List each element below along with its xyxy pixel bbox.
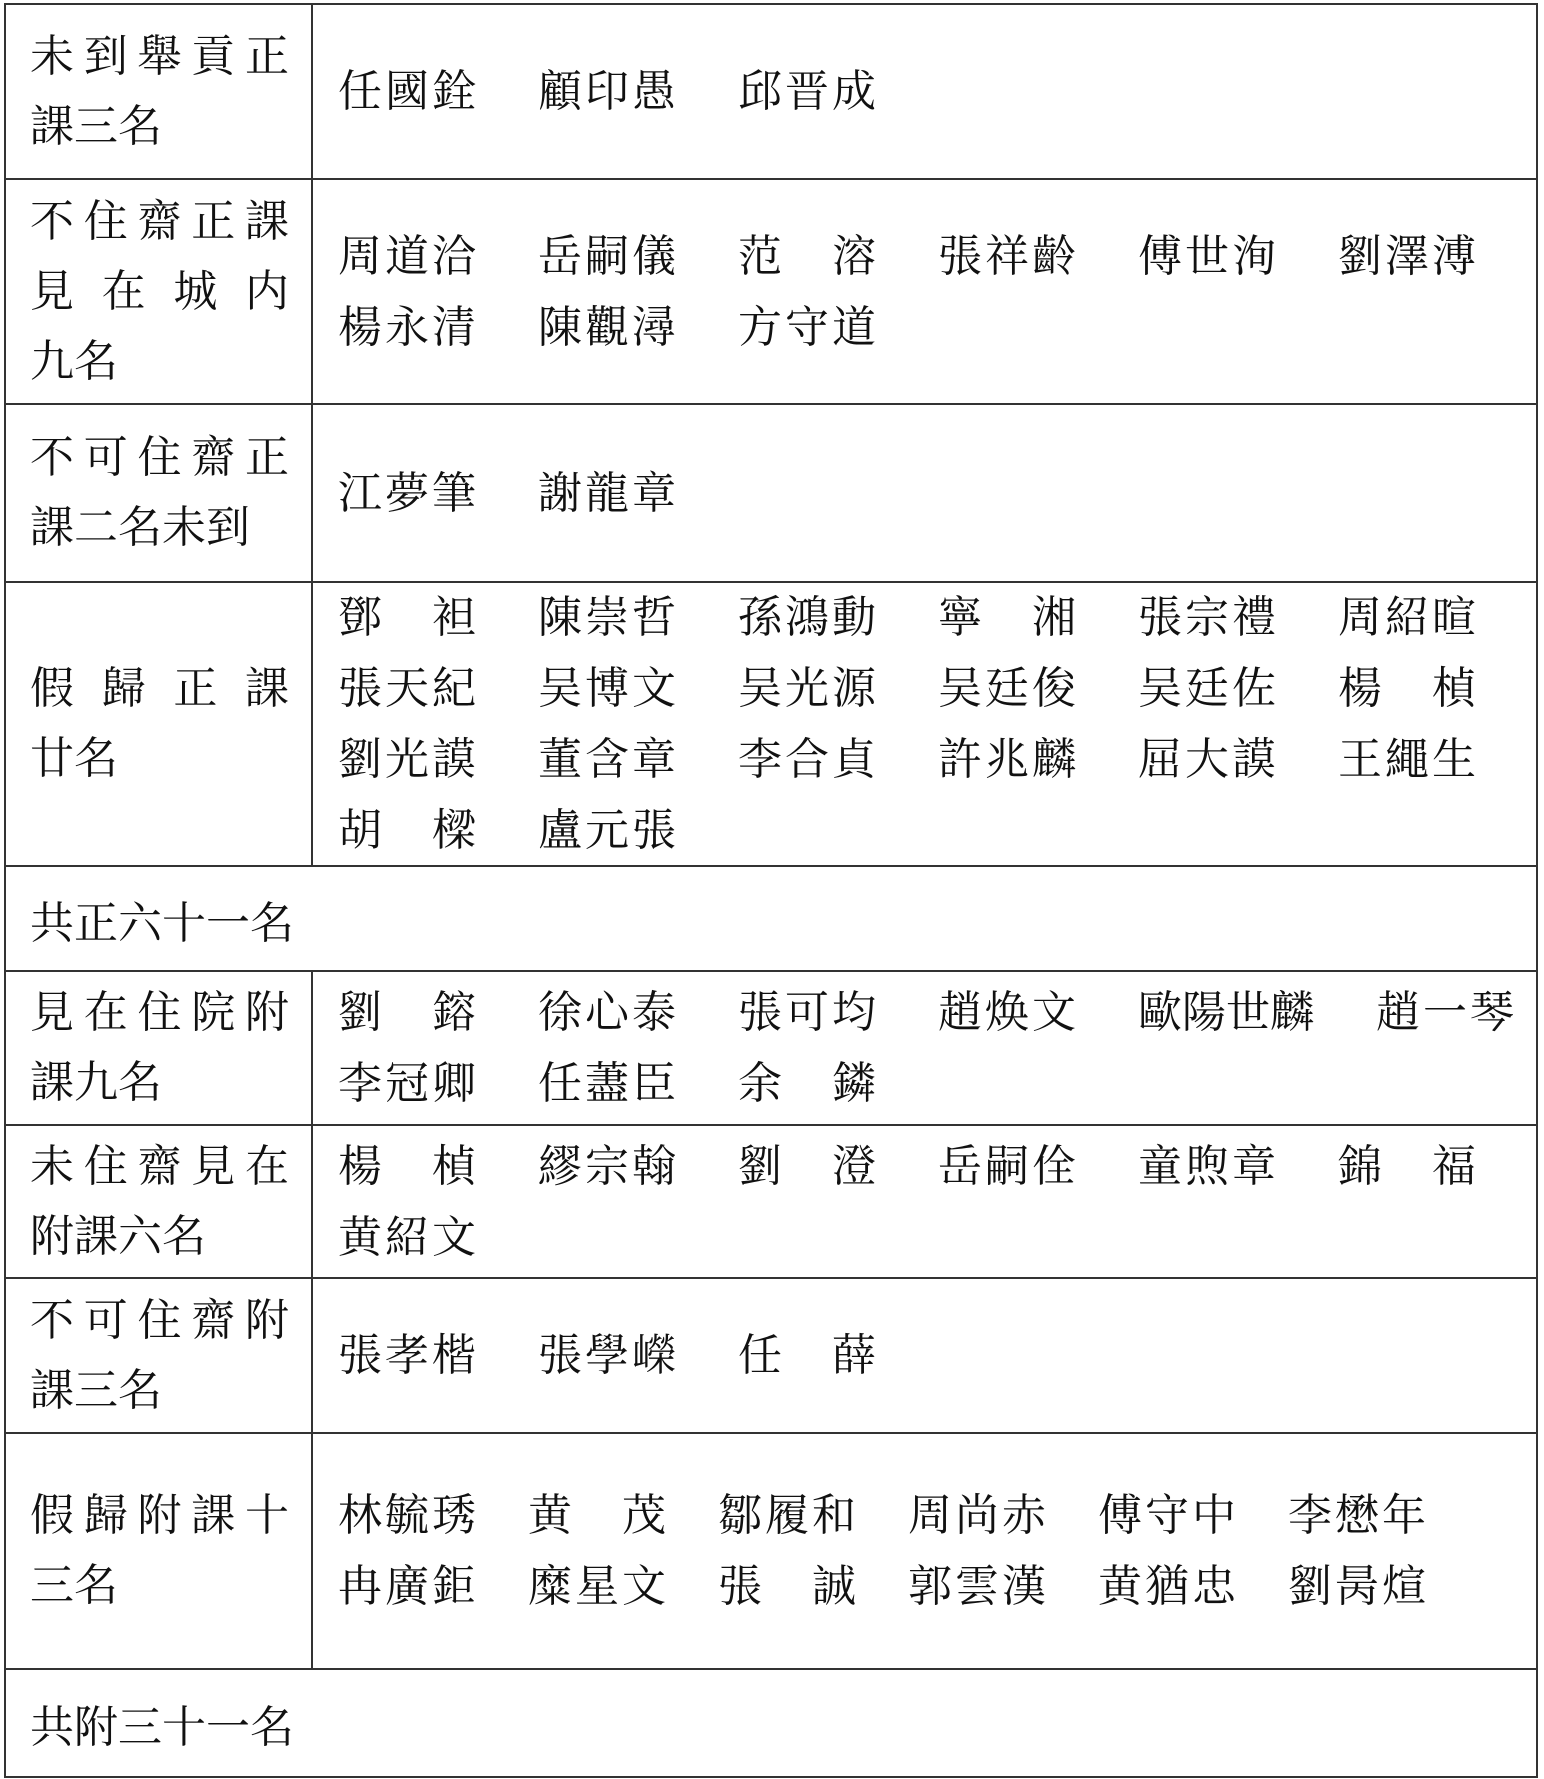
category-label — [6, 1434, 313, 1668]
person-name: 糜星文 — [528, 1561, 666, 1612]
person-name: 陳觀潯 — [538, 301, 676, 353]
person-name: 劉澄 — [738, 1140, 876, 1192]
person-name: 張孝楷 — [338, 1330, 476, 1381]
names-line — [338, 724, 1538, 795]
person-name: 趙焕文 — [938, 987, 1076, 1038]
person-name: 方守道 — [738, 301, 876, 353]
person-name: 任藎臣 — [538, 1058, 676, 1109]
total-row — [6, 1670, 1536, 1776]
names-cell — [313, 1126, 1538, 1277]
names-line — [338, 653, 1538, 724]
person-name: 錦福 — [1338, 1140, 1476, 1192]
person-name: 劉澤溥 — [1338, 230, 1476, 282]
category-label-line: 課九名 — [30, 1057, 162, 1108]
person-name: 楊楨 — [1338, 663, 1476, 714]
names-cell — [313, 5, 1536, 178]
person-name: 岳嗣儀 — [538, 230, 676, 282]
person-name: 陳崇哲 — [538, 592, 676, 643]
category-label-line: 假歸正課 — [30, 663, 289, 714]
category-label-line: 附課六名 — [30, 1210, 206, 1262]
person-name: 張可均 — [738, 987, 876, 1038]
names-cell — [313, 1434, 1536, 1668]
names-cell — [313, 972, 1544, 1124]
category-label — [6, 972, 313, 1124]
category-label-line: 課三名 — [30, 100, 162, 152]
person-name: 許兆麟 — [938, 734, 1076, 785]
person-name: 張誠 — [718, 1561, 856, 1612]
person-name: 趙一琴 — [1376, 987, 1514, 1038]
person-name: 顧印愚 — [538, 66, 676, 117]
person-name: 鄧袒 — [338, 592, 476, 643]
names-cell — [313, 583, 1538, 865]
table-row — [6, 583, 1536, 867]
category-label — [6, 180, 313, 403]
person-name: 吴博文 — [538, 663, 676, 714]
person-name: 王繩生 — [1338, 734, 1476, 785]
category-label — [6, 1126, 313, 1277]
names-line — [338, 795, 1538, 866]
category-label-line: 課二名未到 — [30, 502, 250, 553]
category-label-line: 假歸附課十 — [30, 1490, 289, 1541]
person-name: 吴廷佐 — [1138, 663, 1276, 714]
names-line — [338, 1480, 1536, 1551]
total-text: 共附三十一名 — [30, 1702, 294, 1753]
category-label-line: 廿名 — [30, 733, 118, 784]
category-label-line: 未到舉貢正 — [30, 30, 289, 82]
person-name: 林毓琇 — [338, 1490, 476, 1541]
names-line — [338, 1551, 1536, 1622]
person-name: 周尚赤 — [908, 1490, 1046, 1541]
names-line — [338, 1048, 1544, 1119]
person-name: 盧元張 — [538, 805, 676, 856]
category-label — [6, 1279, 313, 1432]
table-row — [6, 5, 1536, 180]
person-name: 邱晋成 — [738, 66, 876, 117]
person-name: 徐心泰 — [538, 987, 676, 1038]
names-line — [338, 1320, 1536, 1391]
person-name: 周紹暄 — [1338, 592, 1476, 643]
person-name: 任國銓 — [338, 66, 476, 117]
person-name: 張宗禮 — [1138, 592, 1276, 643]
person-name: 胡樑 — [338, 805, 476, 856]
person-name: 任薛 — [738, 1330, 876, 1381]
category-label-line: 三名 — [30, 1560, 118, 1611]
person-name: 余鏻 — [738, 1058, 876, 1109]
person-name: 岳嗣佺 — [938, 1140, 1076, 1192]
names-line — [338, 977, 1544, 1048]
person-name: 屈大謨 — [1138, 734, 1276, 785]
category-label-line: 不可住齋附 — [30, 1294, 289, 1346]
person-name: 張天紀 — [338, 663, 476, 714]
person-name: 劉光謨 — [338, 734, 476, 785]
table-row — [6, 1126, 1536, 1279]
names-line — [338, 221, 1538, 292]
person-name: 寧湘 — [938, 592, 1076, 643]
person-name: 周道洽 — [338, 230, 476, 282]
total-text: 共正六十一名 — [30, 897, 294, 949]
person-name: 吴廷俊 — [938, 663, 1076, 714]
names-line — [338, 1202, 1538, 1273]
person-name: 傅世洵 — [1138, 230, 1276, 282]
person-name: 鄒履和 — [718, 1490, 856, 1541]
person-name: 孫鴻動 — [738, 592, 876, 643]
names-cell — [313, 180, 1538, 403]
names-line — [338, 1131, 1538, 1202]
person-name: 董含章 — [538, 734, 676, 785]
person-name: 李懋年 — [1288, 1490, 1426, 1541]
table-row — [6, 972, 1536, 1126]
names-line — [338, 458, 1536, 529]
names-line — [338, 582, 1538, 653]
person-name: 李合貞 — [738, 734, 876, 785]
category-label-line: 課三名 — [30, 1364, 162, 1416]
person-name: 郭雲漢 — [908, 1561, 1046, 1612]
table-row — [6, 1434, 1536, 1670]
total-row — [6, 867, 1536, 972]
table-row — [6, 1279, 1536, 1434]
person-name: 劉鎔 — [338, 987, 476, 1038]
category-label-line: 九名 — [30, 335, 118, 387]
person-name: 謝龍章 — [538, 467, 676, 519]
person-name: 江夢筆 — [338, 467, 476, 519]
person-name: 黄猶忠 — [1098, 1561, 1236, 1612]
person-name: 繆宗翰 — [538, 1140, 676, 1192]
table-row — [6, 405, 1536, 583]
names-line — [338, 56, 1536, 127]
person-name: 楊永清 — [338, 301, 476, 353]
category-label-line: 不可住齋正 — [30, 432, 289, 483]
person-name: 李冠卿 — [338, 1058, 476, 1109]
person-name: 范溶 — [738, 230, 876, 282]
person-name: 黄茂 — [528, 1490, 666, 1541]
person-name: 張祥齡 — [938, 230, 1076, 282]
person-name: 童煦章 — [1138, 1140, 1276, 1192]
category-label-line: 見在城内 — [30, 265, 289, 317]
person-name: 黄紹文 — [338, 1211, 476, 1263]
names-line — [338, 292, 1538, 363]
category-label-line: 未住齋見在 — [30, 1140, 289, 1192]
person-name: 歐陽世麟 — [1138, 987, 1314, 1038]
category-label — [6, 5, 313, 178]
person-name: 冉廣鉅 — [338, 1561, 476, 1612]
category-label-line: 不住齋正課 — [30, 195, 289, 247]
roster-table — [4, 3, 1538, 1778]
person-name: 吴光源 — [738, 663, 876, 714]
category-label — [6, 405, 313, 581]
names-cell — [313, 405, 1536, 581]
person-name: 傅守中 — [1098, 1490, 1236, 1541]
category-label — [6, 583, 313, 865]
names-cell — [313, 1279, 1536, 1432]
table-row — [6, 180, 1536, 405]
person-name: 楊楨 — [338, 1140, 476, 1192]
category-label-line: 見在住院附 — [30, 987, 289, 1038]
person-name: 劉昺煊 — [1288, 1561, 1426, 1612]
person-name: 張學嶸 — [538, 1330, 676, 1381]
